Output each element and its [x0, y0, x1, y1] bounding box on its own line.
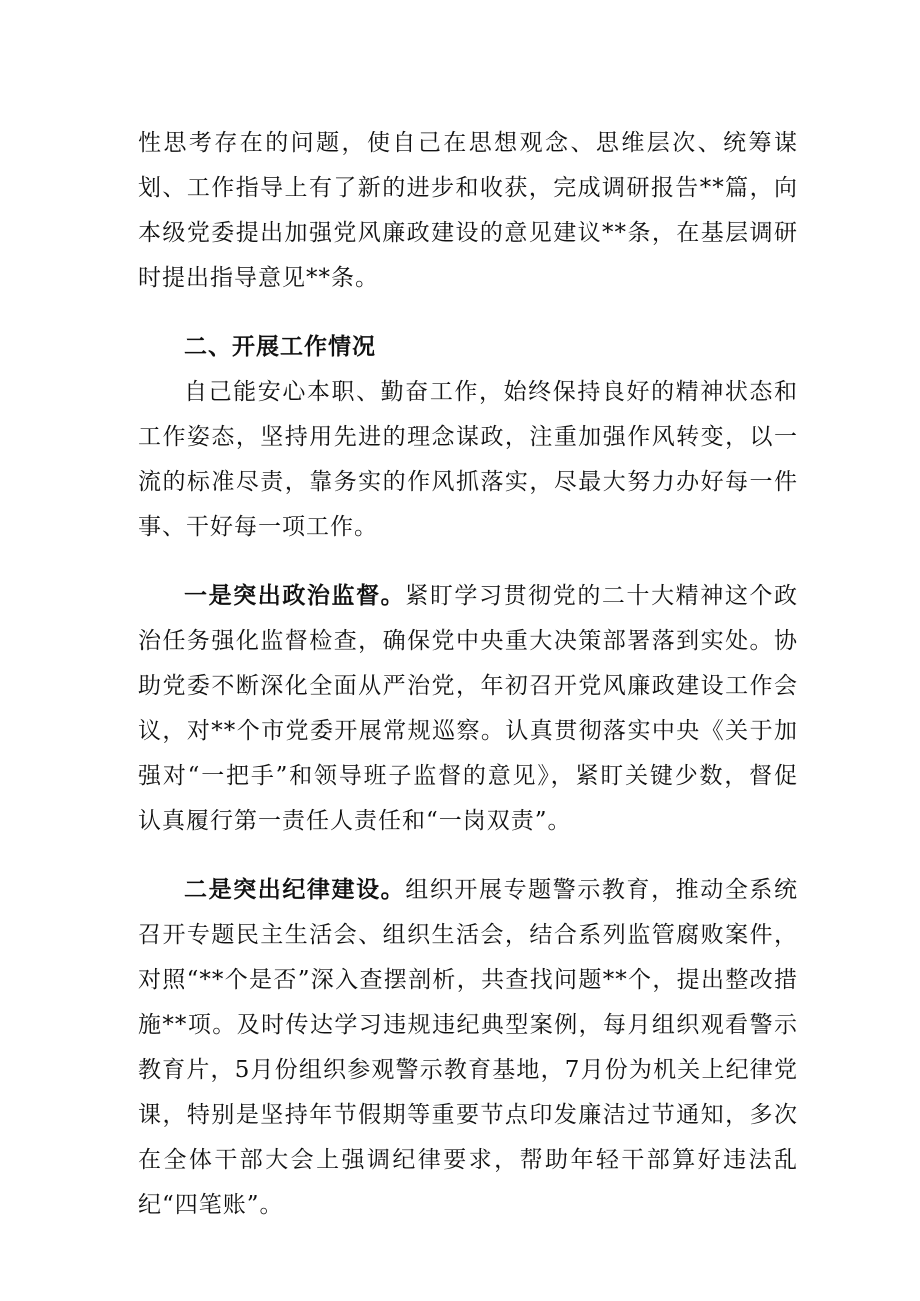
paragraph-body: 组织开展专题警示教育，推动全系统召开专题民主生活会、组织生活会，结合系列监管腐败案件，对照“**个是否”深入查摆剖析，共查找问题**个，提出整改措施**项。及时传达学习违规违纪典型案例，每月组织观看警示教育片，5月份组织参观警示教育基地，7月份为机关上纪律党课，特别是坚持年节假期等重要节点印发廉洁过节通知，多次在全体干部大会上强调纪律要求，帮助年轻干部算好违法乱纪“四笔账”。 [138, 877, 799, 1218]
paragraph-lead: 二是突出纪律建设。 [184, 877, 406, 903]
paragraph-lead: 一是突出政治监督。 [184, 583, 406, 609]
paragraph-body: 紧盯学习贯彻党的二十大精神这个政治任务强化监督检查，确保党中央重大决策部署落到实处。协助党委不断深化全面从严治党，年初召开党风廉政建设工作会议，对**个市党委开展常规巡察。认真贯彻落实中央《关于加强对“一把手”和领导班子监督的意见》，紧盯关键少数，督促认真履行第一责任人责任和“一岗双责”。 [138, 583, 799, 834]
paragraph-continuation: 性思考存在的问题，使自己在思想观念、思维层次、统筹谋划、工作指导上有了新的进步和收获，完成调研报告**篇，向本级党委提出加强党风廉政建设的意见建议**条，在基层调研时提出指导意见**条。 [138, 130, 798, 291]
document-body [138, 121, 798, 1228]
paragraph-discipline-building [138, 868, 798, 1228]
paragraph-gap [138, 550, 798, 574]
paragraph-work-overview: 自己能安心本职、勤奋工作，始终保持良好的精神状态和工作姿态，坚持用先进的理念谋政，注重加强作风转变，以一流的标准尽责，靠务实的作风抓落实，尽最大努力办好每一件事、干好每一项工作。 [138, 379, 798, 540]
section-heading: 二、开展工作情况 [184, 334, 376, 360]
paragraph-gap [138, 844, 798, 868]
paragraph-gap [138, 301, 798, 325]
paragraph-political-supervision [138, 574, 798, 844]
